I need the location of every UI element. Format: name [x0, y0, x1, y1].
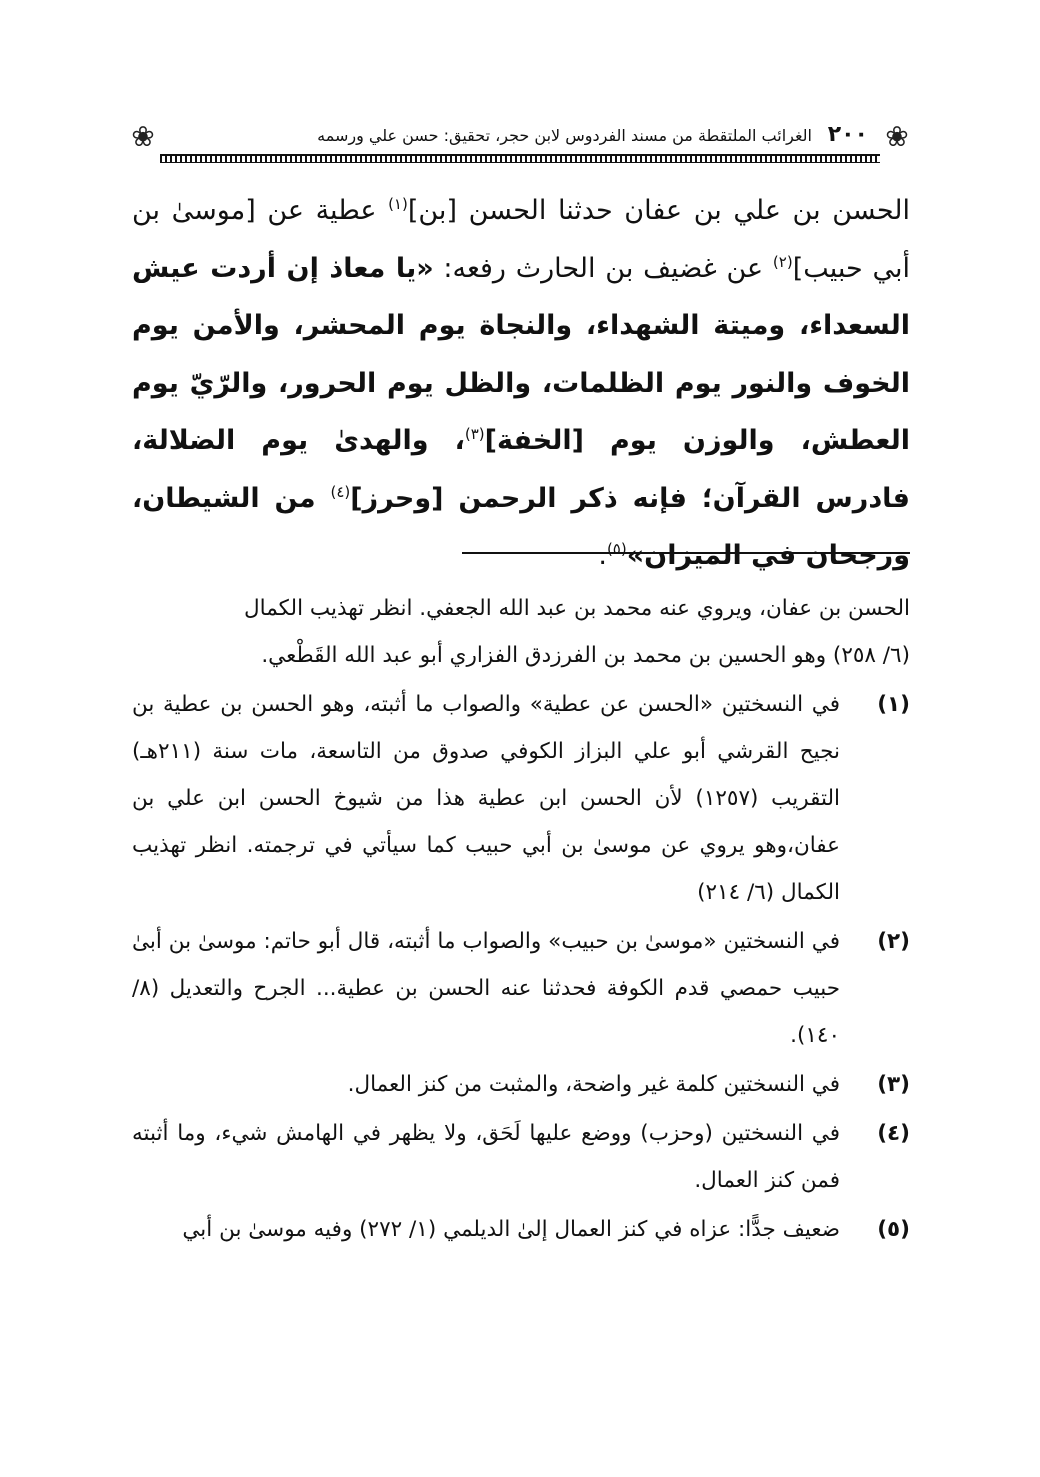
hadith-isnad-1: الحسن بن علي بن عفان حدثنا الحسن [بن] [407, 195, 910, 226]
footnote-5 [132, 1206, 910, 1253]
footnote-ref-4: (٤) [330, 482, 351, 501]
hadith-end: . [598, 540, 607, 571]
footnote-ref-5: (٥) [606, 540, 627, 558]
footnote-number: (٥) [877, 1217, 910, 1242]
footnote-ref-1: (١) [388, 195, 408, 213]
footnote-text: في النسختين كلمة غير واضحة، والمثبت من كنز العمال. [347, 1072, 840, 1097]
footnote-number: (٤) [877, 1121, 910, 1146]
page-header [130, 118, 910, 162]
page-number: ٢٠٠ [827, 122, 868, 147]
footnote-number: (٢) [877, 929, 910, 954]
footnote-number: (٣) [877, 1072, 910, 1097]
hadith-matn-2: ، والهدىٰ يوم الضلالة، فادرس القرآن؛ فإنه ذكر الرحمن [وحرز] [132, 425, 910, 514]
footnote-text: ضعيف جدًّا: عزاه في كنز العمال إلىٰ الديلمي (١/ ٢٧٢) وفيه موسىٰ بن أبي [182, 1217, 840, 1242]
footnote-continuation-line-2: (٦/ ٢٥٨) وهو الحسين بن محمد بن الفرزدق الفزاري أبو عبد الله القَطْعي. [261, 643, 910, 668]
footnote-4 [132, 1110, 910, 1204]
footnote-3 [132, 1061, 910, 1108]
hadith-text [132, 182, 910, 585]
running-title: الغرائب الملتقطة من مسند الفردوس لابن حجر، تحقيق: حسن علي ورسمه [317, 126, 812, 145]
footnote-ref-2: (٢) [772, 252, 793, 271]
footnote-text: في النسختين «الحسن عن عطية» والصواب ما أثبته، وهو الحسن بن عطية بن نجيح القرشي أبو علي البزاز الكوفي صدوق من التاسعة، مات سنة (٢١١هـ) التقريب (١٢٥٧) لأن الحسن ابن عطية هذا من شيوخ الحسن ابن علي بن عفان،وهو يروي عن موسىٰ بن أبي حبيب كما سيأتي في ترجمته. انظر تهذيب الكمال (٦/ ٢١٤) [132, 692, 840, 905]
footnote-text: في النسختين (وحزب) ووضع عليها لَحَق، ولا يظهر في الهامش شيء، وما أثبته فمن كنز العمال. [132, 1121, 840, 1193]
footnote-separator [462, 552, 910, 554]
hadith-matn-3: من الشيطان، ورجحان في الميزان» [132, 482, 910, 571]
hadith-matn-1: «يا معاذ إن أردت عيش السعداء، وميتة الشهداء، والنجاة يوم المحشر، والأمن يوم الخوف والنور يوم الظلمات، والظل يوم الحرور، والرّيّ يوم العطش، والوزن يوم [الخفة] [132, 252, 910, 456]
header-rule [160, 154, 880, 163]
hadith-isnad-2: عطية عن [موسىٰ بن أبي حبيب] [132, 195, 910, 284]
footnote-ref-3: (٣) [464, 425, 485, 443]
footnote-1 [132, 681, 910, 916]
header-ornament-left: ❀ [131, 120, 155, 153]
hadith-isnad-3: عن غضيف بن الحارث رفعه: [433, 252, 773, 284]
footnote-continuation-line-1: الحسن بن عفان، ويروي عنه محمد بن عبد الله الجعفي. انظر تهذيب الكمال [244, 596, 910, 621]
footnote-2 [132, 918, 910, 1059]
footnote-text: في النسختين «موسىٰ بن حبيب» والصواب ما أثبته، قال أبو حاتم: موسىٰ بن أبىٰ حبيب حمصي قدم الكوفة فحدثنا عنه الحسن بن عطية... الجرح والتعديل (٨/ ١٤٠). [132, 929, 840, 1048]
header-ornament-right: ❀ [885, 120, 909, 153]
footnotes [132, 585, 910, 1253]
footnote-number: (١) [877, 692, 910, 717]
